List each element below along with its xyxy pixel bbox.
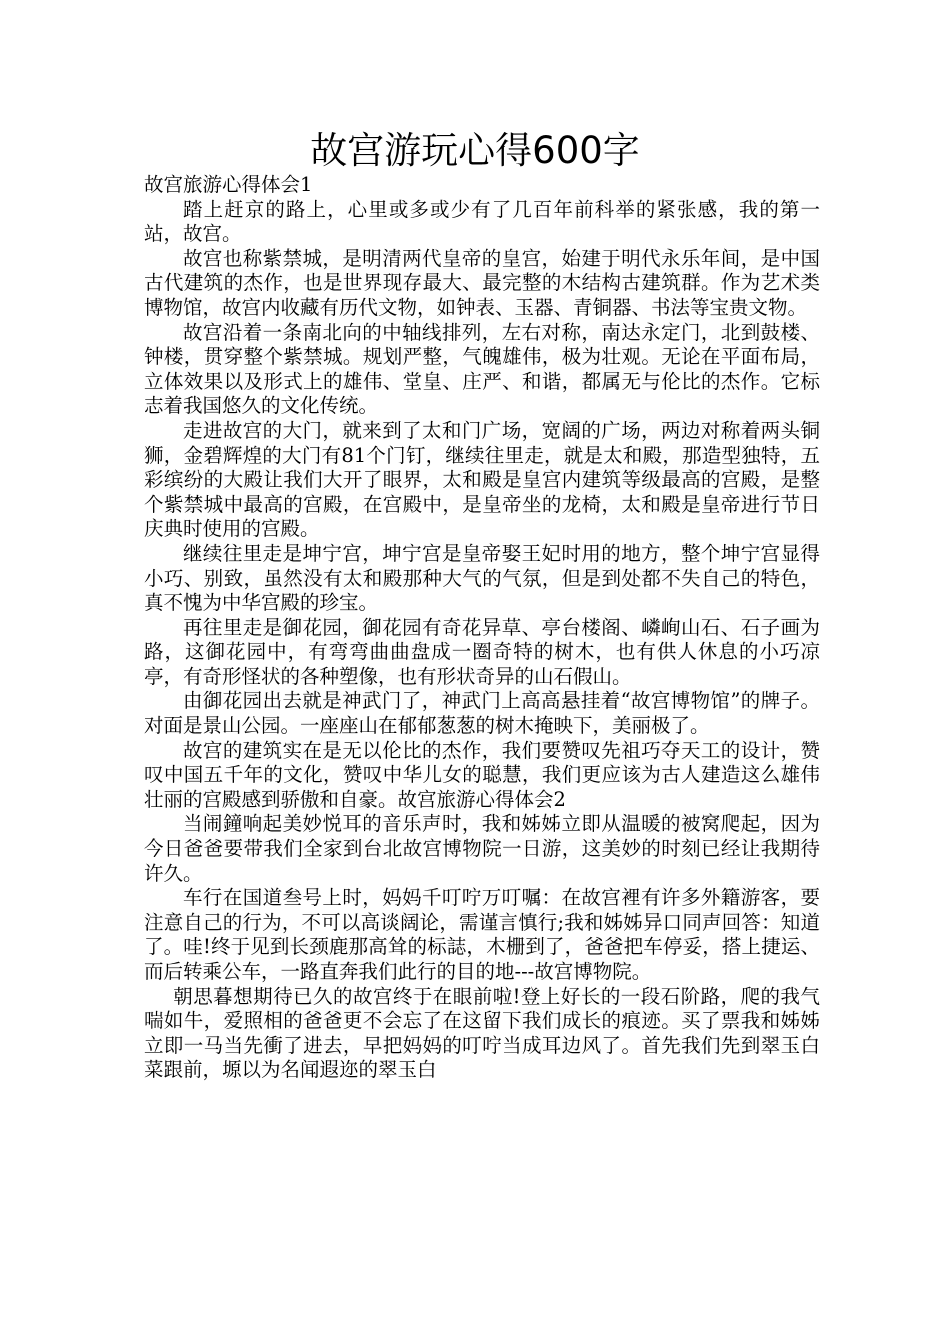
paragraph: 由御花园出去就是神武门了，神武门上高高悬挂着“故宫博物馆”的牌子。对面是景山公园。一座座山在郁郁葱葱的树木掩映下，美丽极了。 <box>144 689 820 738</box>
document-title: 故宫游玩心得600字 <box>310 129 640 172</box>
paragraph: 踏上赶京的路上，心里或多或少有了几百年前科举的紧张感，我的第一站，故宫。 <box>144 197 820 246</box>
paragraph: 继续往里走是坤宁宫，坤宁宫是皇帝娶王妃时用的地方，整个坤宁宫显得小巧、别致，虽然没有太和殿那种大气的气氛，但是到处都不失自己的特色，真不愧为中华宫殿的珍宝。 <box>144 541 820 615</box>
paragraph: 故宫的建筑实在是无以伦比的杰作，我们要赞叹先祖巧夺天工的设计，赞叹中国五千年的文化，赞叹中华儿女的聪慧，我们更应该为古人建造这么雄伟壮丽的宫殿感到骄傲和自豪。故宫旅游心得体会2 <box>144 738 820 811</box>
paragraph: 故宫沿着一条南北向的中轴线排列，左右对称，南达永定门，北到鼓楼、钟楼，贯穿整个紫禁城。规划严整，气魄雄伟，极为壮观。无论在平面布局，立体效果以及形式上的雄伟、堂皇、庄严、和谐，都属无与伦比的杰作。它标志着我国悠久的文化传统。 <box>144 320 820 418</box>
paragraph: 当闹鐘响起美妙悦耳的音乐声时，我和姊姊立即从温暖的被窝爬起，因为今日爸爸要带我们全家到台北故宫博物院一日游，这美妙的时刻已经让我期待许久。 <box>144 812 820 885</box>
section-heading: 故宫旅游心得体会1 <box>144 173 313 196</box>
paragraph: 走进故宫的大门，就来到了太和门广场，宽阔的广场，两边对称着两头铜狮，金碧辉煌的大门有81个门钉，继续往里走，就是太和殿，那造型独特，五彩缤纷的大殿让我们大开了眼界，太和殿是皇宫内建筑等级最高的宫殿，是整个紫禁城中最高的宫殿，在宫殿中，是皇帝坐的龙椅，太和殿是皇帝进行节日庆典时使用的宫殿。 <box>144 418 820 541</box>
paragraph: 车行在国道叁号上时，妈妈千叮咛万叮嘱：在故宫裡有许多外籍游客，要注意自己的行为，不可以高谈阔论，需谨言慎行;我和姊姊异口同声回答：知道了。哇!终于见到长颈鹿那高耸的标誌，木栅到了，爸爸把车停妥，搭上捷运、而后转乘公车，一路直奔我们此行的目的地---故宫博物院。 <box>144 886 820 983</box>
paragraph: 朝思暮想期待已久的故宫终于在眼前啦!登上好长的一段石阶路，爬的我气喘如牛，爱照相的爸爸更不会忘了在这留下我们成长的痕迹。买了票我和姊姊立即一马当先衝了进去，早把妈妈的叮咛当成耳边风了。首先我们先到翠玉白菜跟前，塬以为名闻遐迩的翠玉白 <box>144 984 820 1082</box>
paragraph: 再往里走是御花园，御花园有奇花异草、亭台楼阁、嶙峋山石、石子画为路，这御花园中，有弯弯曲曲盘成一圈奇特的树木，也有供人休息的小巧凉亭，有奇形怪状的各种塑像，也有形状奇异的山石假山。 <box>144 615 820 688</box>
document-body <box>144 173 820 1083</box>
paragraph: 故宫也称紫禁城，是明清两代皇帝的皇宫，始建于明代永乐年间，是中国古代建筑的杰作，也是世界现存最大、最完整的木结构古建筑群。作为艺术类博物馆，故宫内收藏有历代文物，如钟表、玉器、青铜器、书法等宝贵文物。 <box>144 246 820 319</box>
